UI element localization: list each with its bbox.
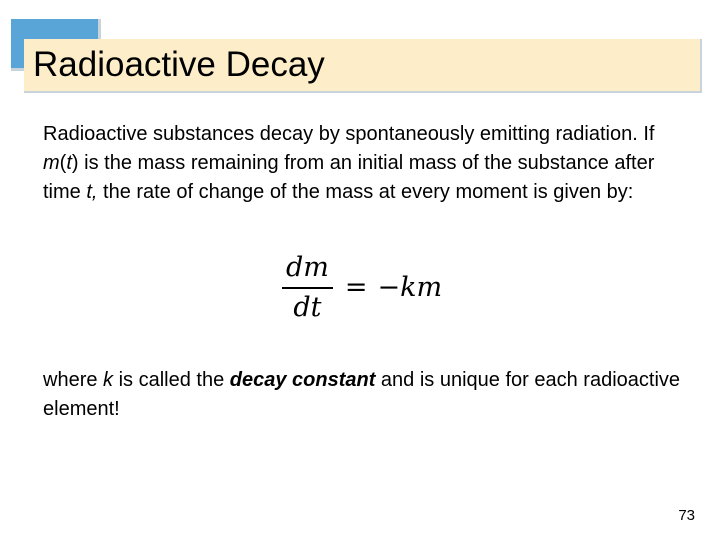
decay-equation xyxy=(282,250,442,326)
mass-symbol: m xyxy=(43,152,60,174)
decay-text-2: is called the xyxy=(113,369,230,391)
derivative-fraction xyxy=(282,252,333,324)
decay-text-3: and is unique for each radioactive element! xyxy=(43,369,681,420)
paren-close: ) xyxy=(71,152,79,174)
constant-symbol: k xyxy=(103,369,114,391)
equals-sign: = xyxy=(344,272,368,303)
intro-text-1: Radioactive substances decay by spontaneously emitting radiation. If xyxy=(43,123,655,145)
intro-paragraph xyxy=(43,120,693,207)
slide-title: Radioactive Decay xyxy=(33,45,325,84)
decay-constant-paragraph xyxy=(43,366,693,424)
intro-text-2: is the mass remaining from an initial mass of the substance after time xyxy=(43,152,655,203)
paren-open: ( xyxy=(59,152,67,174)
decay-text-1: where xyxy=(43,369,104,391)
fraction-numerator: dm xyxy=(286,252,329,283)
time-symbol-2: t, xyxy=(86,181,98,203)
intro-text-3: the rate of change of the mass at every moment is given by: xyxy=(97,181,634,203)
time-symbol: t xyxy=(66,152,72,174)
decay-constant-term: decay constant xyxy=(229,369,376,391)
page-number: 73 xyxy=(678,507,695,524)
equation-rhs: −km xyxy=(377,272,443,303)
fraction-denominator: dt xyxy=(293,292,322,323)
fraction-bar xyxy=(282,287,333,289)
